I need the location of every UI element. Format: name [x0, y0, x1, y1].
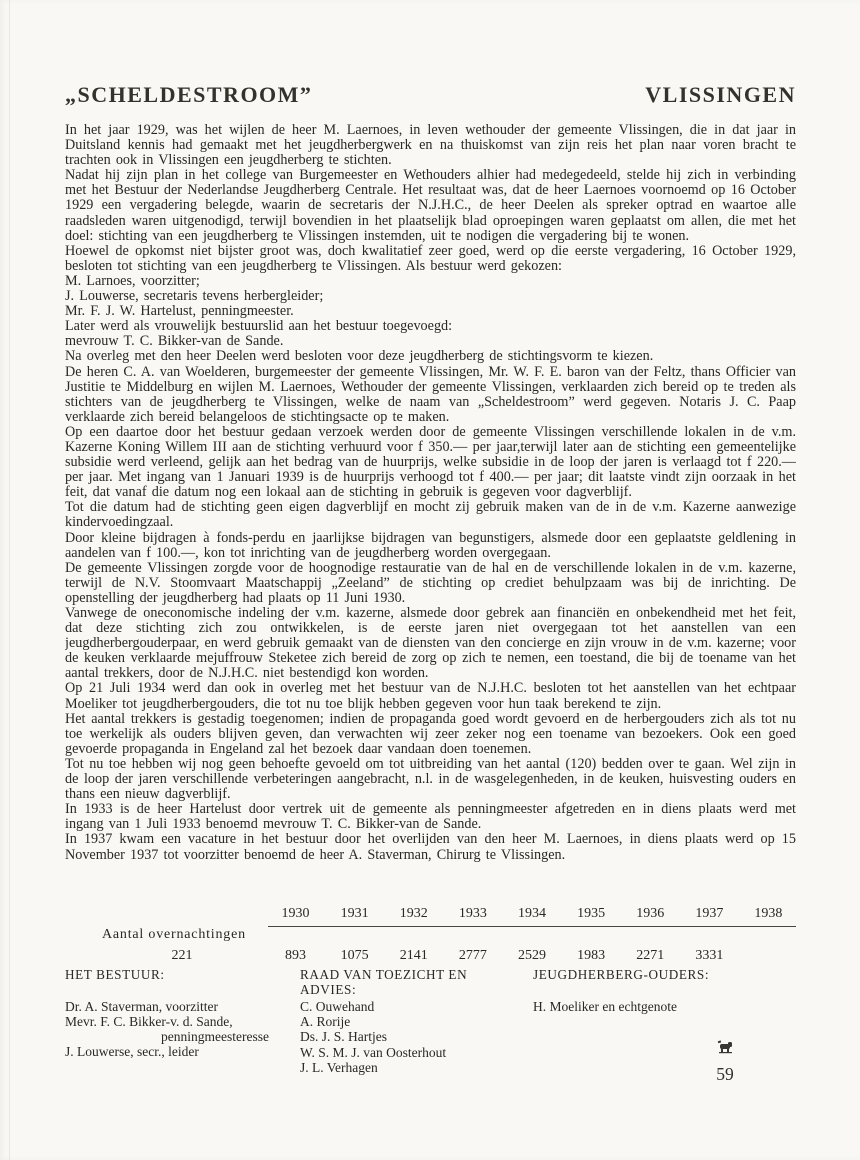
hostel-parents-heading: JEUGDHERBERG-OUDERS: — [533, 967, 710, 982]
table-row-label: Aantal overnachtingen — [102, 927, 246, 942]
table-value-cell: 2777 — [458, 948, 487, 963]
table-year-header: 1932 — [399, 906, 428, 921]
body-paragraph: De gemeente Vlissingen zorgde voor de hoognodige restauratie van de hal en de verschillende lokalen in de v.m. kazerne, terwijl de N.V. Stoomvaart Maatschappij „Zeeland” de stichting op crediet behulpzaam was bij de inrichting. De openstelling der jeugdherberg had plaats op 11 Juni 1930. — [65, 559, 796, 606]
table-year-header: 1934 — [517, 906, 546, 921]
body-paragraph: De heren C. A. van Woelderen, burgemeester der gemeente Vlissingen, Mr. W. F. E. baron van der Feltz, thans Officier van Justitie te Middelburg en wijlen M. Laernoes, Wethouder der gemeente Vlissingen, verklaarden zich bereid op te treden als stichters van de jeugdherberg te Vlissingen, welke de naam van „Scheldestroom” werd gegeven. Notaris J. C. Paap verklaarde zich bereid belangeloos de stichtingsacte op te maken. — [65, 363, 796, 425]
table-value-cell: 2271 — [636, 948, 665, 963]
board-member: Dr. A. Staverman, voorzitter — [65, 998, 218, 1014]
table-value-cell: 893 — [285, 948, 307, 963]
table-year-header: 1936 — [636, 906, 665, 921]
table-year-header: 1930 — [281, 906, 310, 921]
body-paragraph: Het aantal trekkers is gestadig toegenomen; indien de propaganda goed wordt gevoerd en de herbergouders zich als tot nu toe werkelijk als ouders blijven geven, dan verwachten wij zeer zeker nog een toename van bezoekers. Ook een goed gevoerde propaganda in Engeland zal het bezoek daar vandaan doen toenemen. — [65, 710, 796, 757]
body-paragraph: Vanwege de oneconomische indeling der v.m. kazerne, alsmede door gebrek aan financiën en onbekendheid met het feit, dat deze stichting zich zou ontwikkelen, is de eerste jaren niet overgegaan tot het aanstellen van een jeugdherbergouderpaar, en werd gebruik gemaakt van de diensten van den concierge en zijn vrouw in de v.m. kazerne; voor de keuken verklaarde mejuffrouw Steketee zich bereid de zorg op zich te nemen, een toestand, die bij de toename van het aantal trekkers, door de N.J.H.C. niet bestendigd kon worden. — [65, 605, 796, 682]
body-paragraph: Tot die datum had de stichting geen eigen dagverblijf en mocht zij gebruik maken van de in de v.m. Kazerne aanwezige kindervoedingzaal. — [65, 499, 796, 531]
page-header — [65, 82, 796, 108]
body-paragraph: Op 21 Juli 1934 werd dan ook in overleg met het bestuur van de N.J.H.C. besloten tot het aanstellen van het echtpaar Moeliker tot jeugdherbergouders, die tot nu toe blijk hebben gegeven voor hun taak berekend te zijn. — [65, 680, 796, 712]
hostel-parents-column — [533, 968, 778, 1014]
board-member-role: penningmeesteresse — [161, 1028, 269, 1044]
hostel-parent: H. Moeliker en echtgenote — [533, 998, 677, 1014]
advisory-member: C. Ouwehand — [300, 999, 375, 1014]
body-paragraph: Nadat hij zijn plan in het college van Burgemeester en Wethouders alhier had medegedeeld, stelde hij zich in verbinding met het Bestuur der Nederlandse Jeugdherberg Centrale. Het resultaat was, dat de heer Laernoes voornoemd op 16 October 1929 een vergadering belegde, waarin de secretaris der N.J.H.C., de heer Deelen als spreker optrad en waartoe alle raadsleden waren uitgenodigd, terwijl bovendien in het plaatselijk blad oproepingen waren geplaatst om allen, die met het doel: stichting van een jeugdherberg te Vlissingen instemden, uit te nodigen die vergadering bij te wonen. — [65, 167, 796, 244]
body-paragraph: In 1933 is de heer Hartelust door vertrek uit de gemeente als penningmeester afgetreden en in diens plaats werd met ingang van 1 Juli 1933 benoemd mevrouw T. C. Bikker-van de Sande. — [65, 801, 796, 833]
table-value-cell: 2141 — [399, 948, 428, 963]
body-paragraph: M. Larnoes, voorzitter; — [65, 272, 200, 289]
page-title: „SCHELDESTROOM” — [65, 82, 313, 107]
table-rule — [268, 926, 796, 927]
board-member: J. Louwerse, secr., leider — [65, 1044, 199, 1060]
table-year-header: 1938 — [754, 906, 783, 921]
table-value-cell: 3331 — [695, 948, 724, 963]
board-heading: HET BESTUUR: — [65, 967, 165, 982]
table-year-header: 1937 — [695, 906, 724, 921]
body-paragraph: J. Louwerse, secretaris tevens herbergleider; — [65, 288, 324, 305]
body-paragraph: In het jaar 1929, was het wijlen de heer M. Laernoes, in leven wethouder der gemeente Vlissingen, die in dat jaar in Duitsland kennis had gemaakt met het jeugdherbergwerk en na thuiskomst van zijn reis het plan naar voren bracht te trachten ook in Vlissingen een jeugdherberg te stichten. — [65, 123, 796, 169]
body-paragraph: Op een daartoe door het bestuur gedaan verzoek werden door de gemeente Vlissingen verschillende lokalen in de v.m. Kazerne Koning Willem III aan de stichting verhuurd voor f 350.— per jaar,terwijl later aan de stichting een gemeentelijke subsidie werd verleend, gelijk aan het bedrag van de huurprijs, welke subsidie in de loop der jaren is verlaagd tot f 220.— per jaar. Met ingang van 1 Januari 1939 is de huurprijs verhoogd tot f 400.— per jaar; dit laatste vindt zijn oorzaak in het feit, dat vanaf die datum nog een lokaal aan de stichting in gebruik is gegeven voor dagverblijf. — [65, 423, 796, 501]
printers-mark-icon — [717, 1040, 735, 1054]
table-corner-cell — [98, 904, 266, 925]
page-number: 59 — [716, 1064, 734, 1084]
body-paragraph: Hoewel de opkomst niet bijster groot was, doch kwalitatief zeer goed, werd op die eerste vergadering, 16 October 1929, besloten tot stichting van een jeugdherberg te Vlissingen. Als bestuur werd gekozen: — [65, 242, 796, 274]
overnight-stays-table — [98, 904, 798, 967]
board-column — [65, 968, 300, 1059]
table-year-header: 1933 — [458, 906, 487, 921]
body-paragraph: In 1937 kwam een vacature in het bestuur door het overlijden van den heer M. Laernoes, in diens plaats werd op 15 November 1937 tot voorzitter benoemd de heer A. Staverman, Chirurg te Vlissingen. — [65, 831, 796, 863]
article-body — [65, 123, 796, 903]
advisory-member: Ds. J. S. Hartjes — [300, 1029, 387, 1045]
body-paragraph: mevrouw T. C. Bikker-van de Sande. — [65, 333, 284, 350]
body-paragraph: Later werd als vrouwelijk bestuurslid aan het bestuur toegevoegd: — [65, 318, 453, 335]
scan-edge-artifact — [9, 0, 10, 1160]
advisory-column — [300, 968, 478, 1075]
body-paragraph: Mr. F. J. W. Hartelust, penningmeester. — [65, 303, 294, 320]
table-year-header: 1931 — [340, 906, 369, 921]
table-value-cell: 221 — [171, 948, 193, 963]
table-year-header: 1935 — [577, 906, 606, 921]
advisory-heading: RAAD VAN TOEZICHT EN ADVIES: — [300, 967, 468, 997]
table-value-cell: 2529 — [517, 948, 546, 963]
table-value-cell: 1983 — [577, 948, 606, 963]
advisory-member: J. L. Verhagen — [300, 1059, 378, 1075]
page-title-location: VLISSINGEN — [645, 82, 796, 107]
board-member: Mevr. F. C. Bikker-v. d. Sande, — [65, 1013, 233, 1029]
body-paragraph: Door kleine bijdragen à fonds-perdu en jaarlijkse bijdragen van begunstigers, alsmede door een geplaatste geldlening in aandelen van f 100.—, kon tot inrichting van de jeugdherberg worden overgegaan. — [65, 529, 796, 561]
advisory-member: W. S. M. J. van Oosterhout — [300, 1044, 447, 1060]
advisory-member: A. Rorije — [300, 1014, 351, 1030]
table-value-cell: 1075 — [340, 948, 369, 963]
body-paragraph: Tot nu toe hebben wij nog geen behoefte gevoeld om tot uitbreiding van het aantal (120) bedden over te gaan. Wel zijn in de loop der jaren verschillende verbeteringen aangebracht, n.l. in de wasgelegenheden, in de keuken, huisvesting ouders en thans een nieuw dagverblijf. — [65, 755, 796, 803]
body-paragraph: Na overleg met den heer Deelen werd besloten voor deze jeugdherberg de stichtingsvorm te kiezen. — [65, 348, 654, 365]
